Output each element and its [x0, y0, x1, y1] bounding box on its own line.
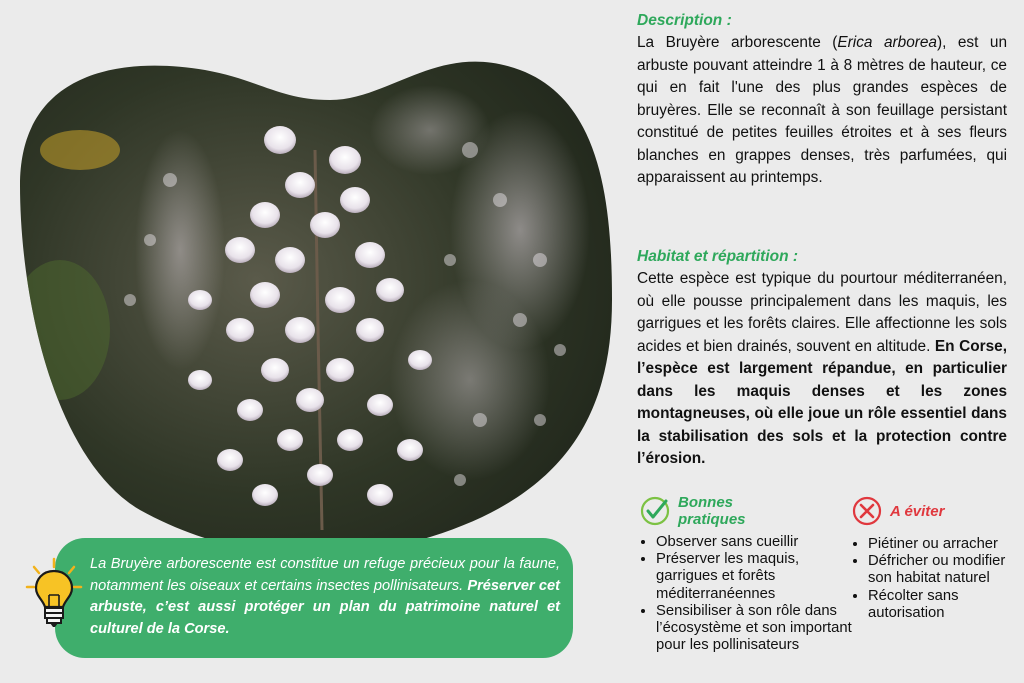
cross-circle-icon: [852, 496, 882, 526]
good-practices-section: [640, 494, 860, 654]
avoid-title: A éviter: [890, 502, 945, 520]
habitat-text: [637, 268, 1007, 471]
good-practices-title: [678, 494, 746, 528]
lightbulb-icon: [24, 555, 84, 635]
habitat-section: [637, 248, 1007, 471]
check-circle-icon: [640, 496, 670, 526]
habitat-heading: Habitat et répartition :: [637, 248, 799, 265]
list-item: • Piétiner ou arracher: [868, 536, 1022, 553]
scientific-name: Erica arborea: [837, 34, 937, 51]
caption-text: [90, 554, 560, 640]
good-practices-list: [640, 534, 860, 654]
avoid-section: [852, 494, 1022, 622]
list-item: • Défricher ou modifier son habitat naturel: [868, 553, 1022, 587]
list-item: • Préserver les maquis, garrigues et forêts méditerranéennes: [656, 551, 860, 603]
habitat-text-normal: Cette espèce est typique du pourtour méditerranéen, où elle pousse principalement dans les maquis, les garrigues et les forêts claires. Elle affectionne les sols acides et bien drainés, souvent en altitude.: [637, 270, 1007, 355]
description-text: [637, 32, 1007, 190]
description-text-start: La Bruyère arborescente (: [637, 34, 838, 51]
list-item: • Récolter sans autorisation: [868, 588, 1022, 622]
good-practices-title-line2: pratiques: [678, 511, 746, 528]
habitat-text-bold: En Corse, l’espèce est largement répandue, en particulier dans les maquis denses et les zones montagneuses, où elle joue un rôle essentiel dans la stabilisation des sols et la protection contre l’érosion.: [637, 337, 1007, 467]
caption-text-bold: Préserver cet arbuste, c’est aussi protéger un plan du patrimoine naturel et culturel de la Corse.: [90, 577, 560, 637]
list-item: • Sensibiliser à son rôle dans l’écosystème et son important pour les pollinisateurs: [656, 603, 860, 655]
description-text-end: ), est un arbuste pouvant atteindre 1 à 8 mètres de hauteur, ce qui en fait l'une des plus grandes espèces de bruyères. Elle se reconnaît à son feuillage persistant constitué de petites feuilles étroites et à ses fleurs blanches en grappes denses, très parfumées, qui apparaissent au printemps.: [637, 34, 1008, 186]
caption-text-normal: La Bruyère arborescente est constitue un refuge précieux pour la faune, notamment les oiseaux et certains insectes pollinisateurs.: [90, 556, 560, 594]
description-heading: Description :: [637, 12, 732, 29]
description-section: [637, 12, 1007, 190]
avoid-list: [852, 536, 1022, 622]
good-practices-title-line1: Bonnes: [678, 494, 734, 511]
list-item: • Observer sans cueillir: [656, 534, 860, 551]
